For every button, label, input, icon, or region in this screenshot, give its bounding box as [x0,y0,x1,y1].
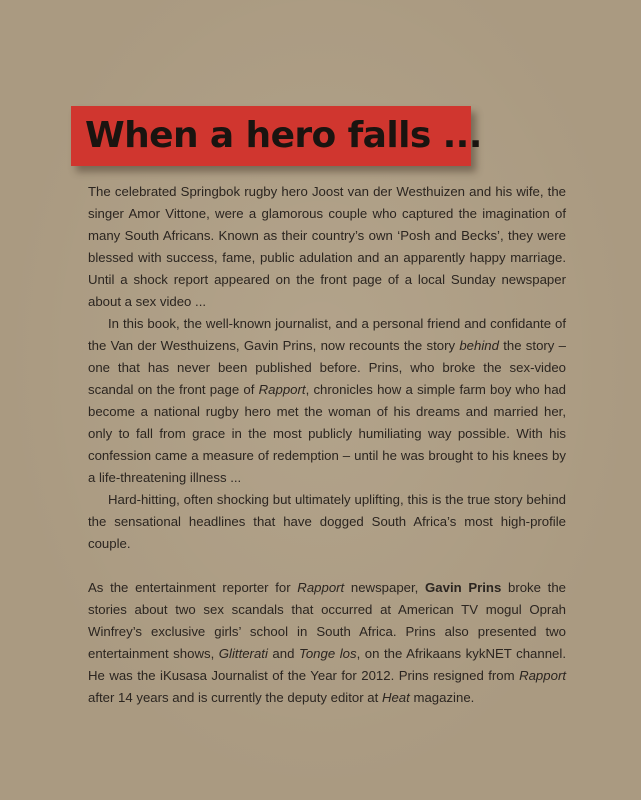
bio-author-name: Gavin Prins [425,580,502,595]
blurb-paragraph-1: The celebrated Springbok rugby hero Joost van der Westhuizen and his wife, the singer Amor Vittone, were a glamorous couple who captured the imagination of many South Africans. Known as their country’s own ‘Posh and Becks’, they were blessed with success, fame, public adulation and an apparently happy marriage. Until a shock report appeared on the front page of a local Sunday newspaper about a sex video ... [88,184,566,309]
bio-text-g: and [267,646,299,661]
bio-italic-tonge-los: Tonge los [298,646,357,661]
title-banner [71,106,482,166]
blurb [88,181,566,709]
p2-text-c: the story – one that has never been published before. Prins, who broke the sex-video scandal on the front page of [88,338,566,397]
author-bio [88,577,566,709]
bio-text-i: , on the Afrikaans kykNET channel. He was the iKusasa Journalist of the Year for 2012. Prins resigned from [88,646,566,683]
p2-italic-behind: behind [459,338,499,353]
bio-italic-heat: Heat [381,690,410,705]
p2-text-e: , chronicles how a simple farm boy who had become a national rugby hero met the woman of his dreams and married her, only to fall from grace in the most publicly humiliating way possible. With his confession came a measure of redemption – until he was brought to his knees by a life-threatening illness ... [88,382,566,485]
bio-text-a: As the entertainment reporter for [88,580,298,595]
bio-text-e: broke the stories about two sex scandals that occurred at American TV mogul Oprah Winfrey’s exclusive girls’ school in South Africa. Prins also presented two entertainment shows, [88,580,566,661]
blurb-paragraph-2 [88,313,566,489]
blurb-paragraph-3: Hard-hitting, often shocking but ultimately uplifting, this is the true story behind the sensational headlines that have dogged South Africa’s most high-profile couple. [88,492,566,551]
p2-text-a: In this book, the well-known journalist, and a personal friend and confidante of the Van der Westhuizens, Gavin Prins, now recounts the story [88,316,566,353]
p2-italic-rapport: Rapport [258,382,306,397]
bio-text-m: magazine. [409,690,475,705]
paragraph-gap [88,555,566,577]
bio-italic-rapport-2: Rapport [519,668,566,683]
bio-text-c: newspaper, [344,580,426,595]
bio-italic-rapport: Rapport [297,580,345,595]
bio-italic-glitterati: Glitterati [218,646,268,661]
page-title: When a hero falls ... [85,115,482,156]
bio-text-k: after 14 years and is currently the deputy editor at [88,690,382,705]
